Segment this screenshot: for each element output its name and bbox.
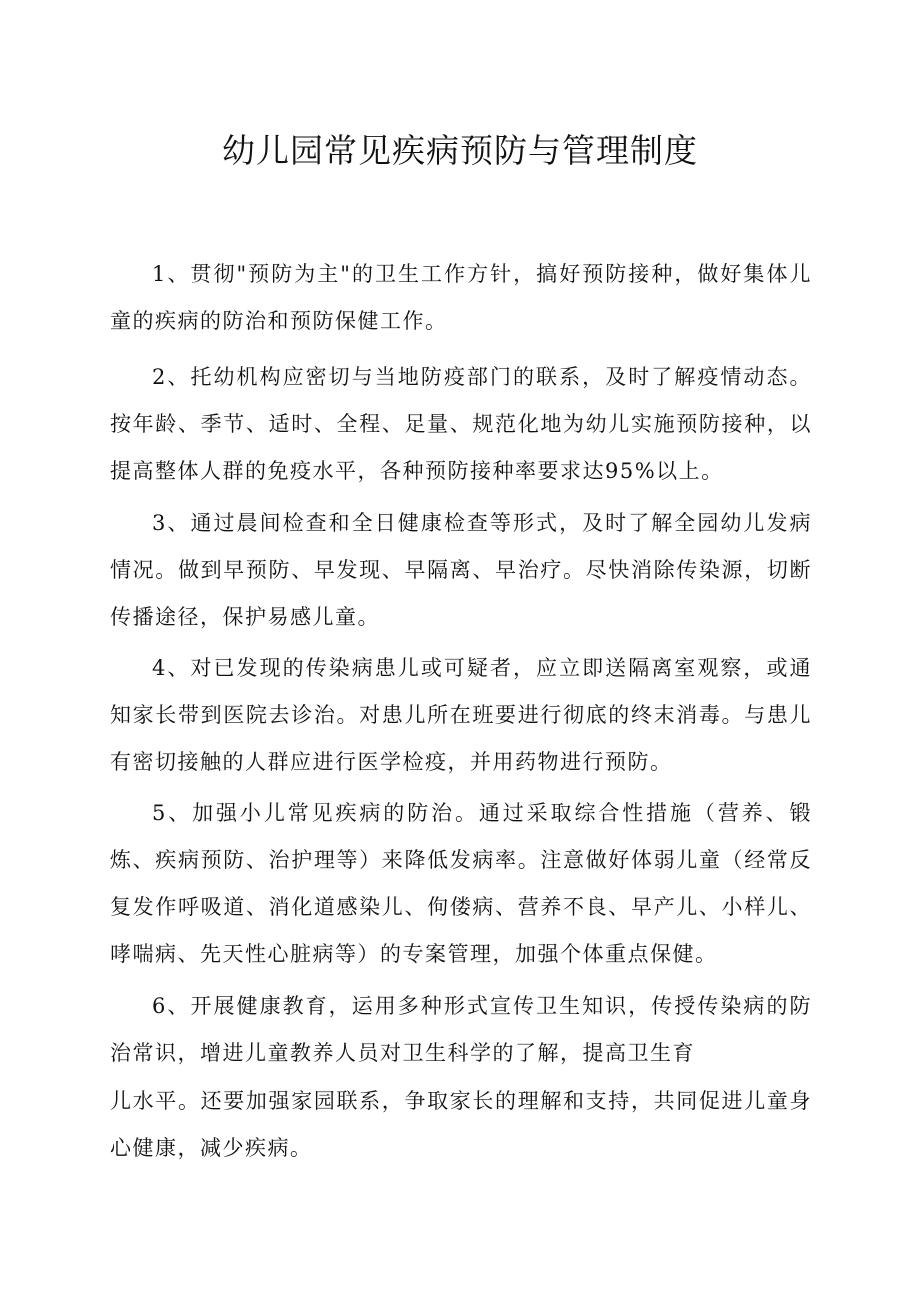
paragraph-2-epidemic-liaison: 2、托幼机构应密切与当地防疫部门的联系，及时了解疫情动态。按年龄、季节、适时、全程、足量、规范化地为幼儿实施预防接种，以提高整体人群的免疫水平，各种预防接种率要求达95%以上。 — [110, 365, 812, 483]
paragraph-3-health-checks: 3、通过晨间检查和全日健康检查等形式，及时了解全园幼儿发病情况。做到早预防、早发现、早隔离、早治疗。尽快消除传染源，切断传播途径，保护易感儿童。 — [110, 511, 812, 629]
paragraph-5-common-disease-care: 5、加强小儿常见疾病的防治。通过采取综合性措施（营养、锻炼、疾病预防、治护理等）来降低发病率。注意做好体弱儿童（经常反复发作呼吸道、消化道感染儿、佝偻病、营养不良、早产儿、小样儿、哮喘病、先天性心脏病等）的专案管理，加强个体重点保健。 — [110, 801, 812, 966]
paragraph-6-health-education: 6、开展健康教育，运用多种形式宣传卫生知识，传授传染病的防治常识，增进儿童教养人员对卫生科学的了解，提高卫生育 — [110, 994, 812, 1065]
document-title: 幼儿园常见疾病预防与管理制度 — [222, 131, 698, 170]
paragraph-6-continuation: 儿水平。还要加强家园联系，争取家长的理解和支持，共同促进儿童身心健康，减少疾病。 — [110, 1089, 812, 1160]
paragraph-4-isolation: 4、对已发现的传染病患儿或可疑者，应立即送隔离室观察，或通知家长带到医院去诊治。对患儿所在班要进行彻底的终末消毒。与患儿有密切接触的人群应进行医学检疫，并用药物进行预防。 — [110, 656, 812, 774]
paragraph-1-vaccination-policy: 1、贯彻"预防为主"的卫生工作方针，搞好预防接种，做好集体儿童的疾病的防治和预防保健工作。 — [110, 262, 812, 333]
